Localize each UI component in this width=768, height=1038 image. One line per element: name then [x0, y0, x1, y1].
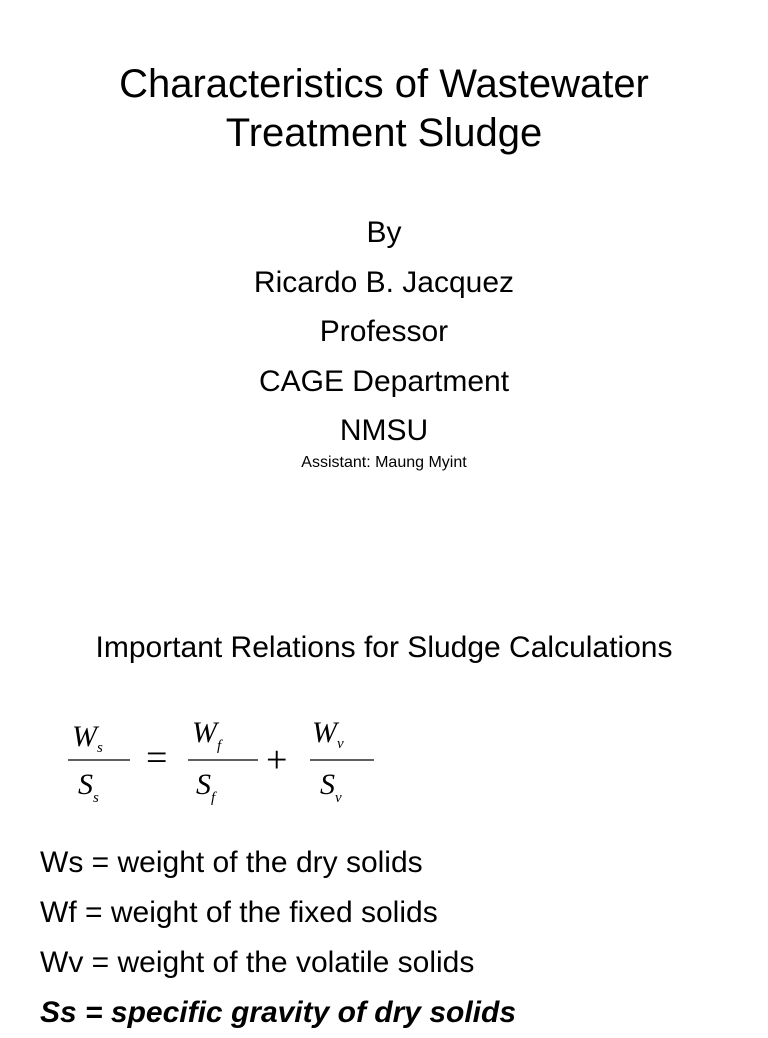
volatile-denominator-sub: v — [335, 790, 342, 806]
title-line: Treatment Sludge — [225, 111, 543, 155]
author-department: CAGE Department — [258, 364, 510, 398]
volatile-numerator-sub: v — [337, 736, 344, 752]
lhs-denominator-sub: s — [93, 790, 99, 806]
volatile-fraction — [310, 716, 374, 806]
author-title: Professor — [319, 315, 449, 348]
fixed-numerator: W — [192, 716, 217, 749]
svg-text:Wv — [312, 716, 344, 752]
definition-ss: Ss = specific gravity of dry solids — [40, 996, 517, 1029]
author-name: Ricardo B. Jacquez — [253, 265, 515, 299]
definitions-list — [40, 838, 740, 1038]
svg-text:Sv — [320, 768, 342, 806]
relations-slide — [0, 600, 768, 1029]
equals-sign: = — [146, 737, 168, 779]
fixed-fraction — [188, 716, 258, 806]
by-label: By — [366, 216, 402, 249]
slide-title: Important Relations for Sludge Calculations — [95, 631, 673, 664]
svg-text:Ws — [72, 720, 103, 756]
plus-sign: + — [266, 739, 288, 781]
fixed-denominator: S — [196, 768, 211, 801]
svg-text:Sf — [196, 768, 217, 806]
sludge-equation — [58, 708, 398, 812]
assistant-credit: Assistant: Maung Myint — [301, 453, 467, 471]
svg-text:Wf — [192, 716, 223, 754]
fixed-denominator-sub: f — [211, 790, 216, 806]
volatile-numerator: W — [312, 716, 337, 749]
svg-text:Ss — [78, 768, 99, 806]
lhs-fraction — [68, 720, 130, 806]
slide-title — [0, 60, 768, 158]
fixed-numerator-sub: f — [217, 738, 222, 754]
lhs-numerator-sub: s — [97, 740, 103, 756]
title-line: Characteristics of Wastewater — [119, 62, 649, 106]
volatile-denominator: S — [320, 768, 335, 801]
lhs-numerator: W — [72, 720, 97, 753]
lhs-denominator: S — [78, 768, 93, 801]
definition-wv: Wv = weight of the volatile solids — [40, 946, 475, 979]
author-institution: NMSU — [339, 414, 429, 447]
definition-wf: Wf = weight of the fixed solids — [40, 896, 438, 929]
definition-ws: Ws = weight of the dry solids — [40, 846, 423, 879]
author-block — [0, 208, 768, 474]
